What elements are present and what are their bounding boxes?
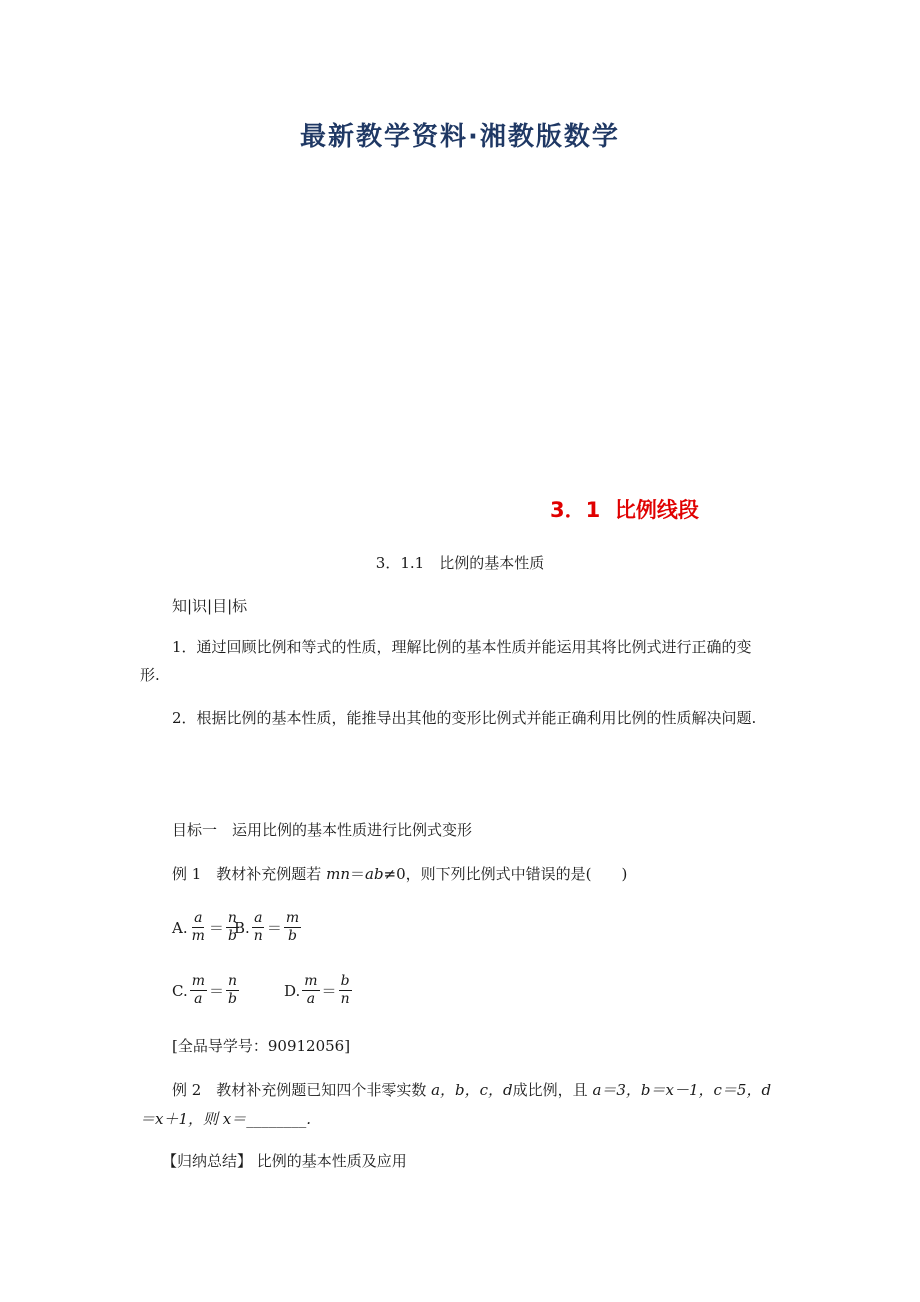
fraction-left: $\frac{m}{a}$ [304,973,318,1007]
fraction-left: $\frac{a}{n}$ [253,910,263,944]
option-c[interactable]: C. $\frac{m}{a}$ ＝ $\frac{n}{b}$ [172,973,238,1007]
example1-reference: [全品导学号：90912056] [172,1037,351,1055]
goal-item-2: 2．根据比例的基本性质，能推导出其他的变形比例式并能正确利用比例的性质解决问题. [172,709,757,727]
section-heading [550,494,699,524]
summary-tag: 【归纳总结】 [162,1152,253,1170]
example2-line2: ＝x＋1，则 x＝________. [140,1110,311,1128]
example2-line1: 例 2 教材补充例题已知四个非零实数 a，b，c，d成比例，且 a＝3，b＝x－1，c＝5，d [172,1081,772,1099]
fraction-right: $\frac{n}{b}$ [228,973,238,1007]
page-banner: 最新教学资料·湘教版数学 [300,122,620,152]
example1-question: 例 1 教材补充例题若 mn＝ab≠0，则下列比例式中错误的是( ) [172,865,628,883]
goal-item-1: 1．通过回顾比例和等式的性质，理解比例的基本性质并能运用其将比例式进行正确的变形. [140,638,752,684]
fraction-left: $\frac{a}{m}$ [191,910,205,944]
option-b[interactable]: B. $\frac{a}{n}$ ＝ $\frac{m}{b}$ [234,910,300,944]
option-d[interactable]: D. $\frac{m}{a}$ ＝ $\frac{b}{n}$ [284,973,350,1007]
summary-text: 比例的基本性质及应用 [256,1152,407,1170]
section-title: 比例线段 [614,498,699,522]
fraction-left: $\frac{m}{a}$ [191,973,205,1007]
summary-line [162,1147,407,1175]
option-a[interactable]: A. $\frac{a}{m}$ ＝ $\frac{n}{b}$ [172,910,237,944]
knowledge-goals-heading: 知|识|目|标 [172,597,248,615]
fraction-right: $\frac{n}{b}$ [227,910,237,944]
subsection-title: 3．1.1 比例的基本性质 [375,554,545,572]
section-number: 3．1 [550,498,601,522]
fraction-right: $\frac{m}{b}$ [285,910,300,944]
fraction-right: $\frac{b}{n}$ [340,973,350,1007]
goal1-heading: 目标一 运用比例的基本性质进行比例式变形 [172,821,473,839]
